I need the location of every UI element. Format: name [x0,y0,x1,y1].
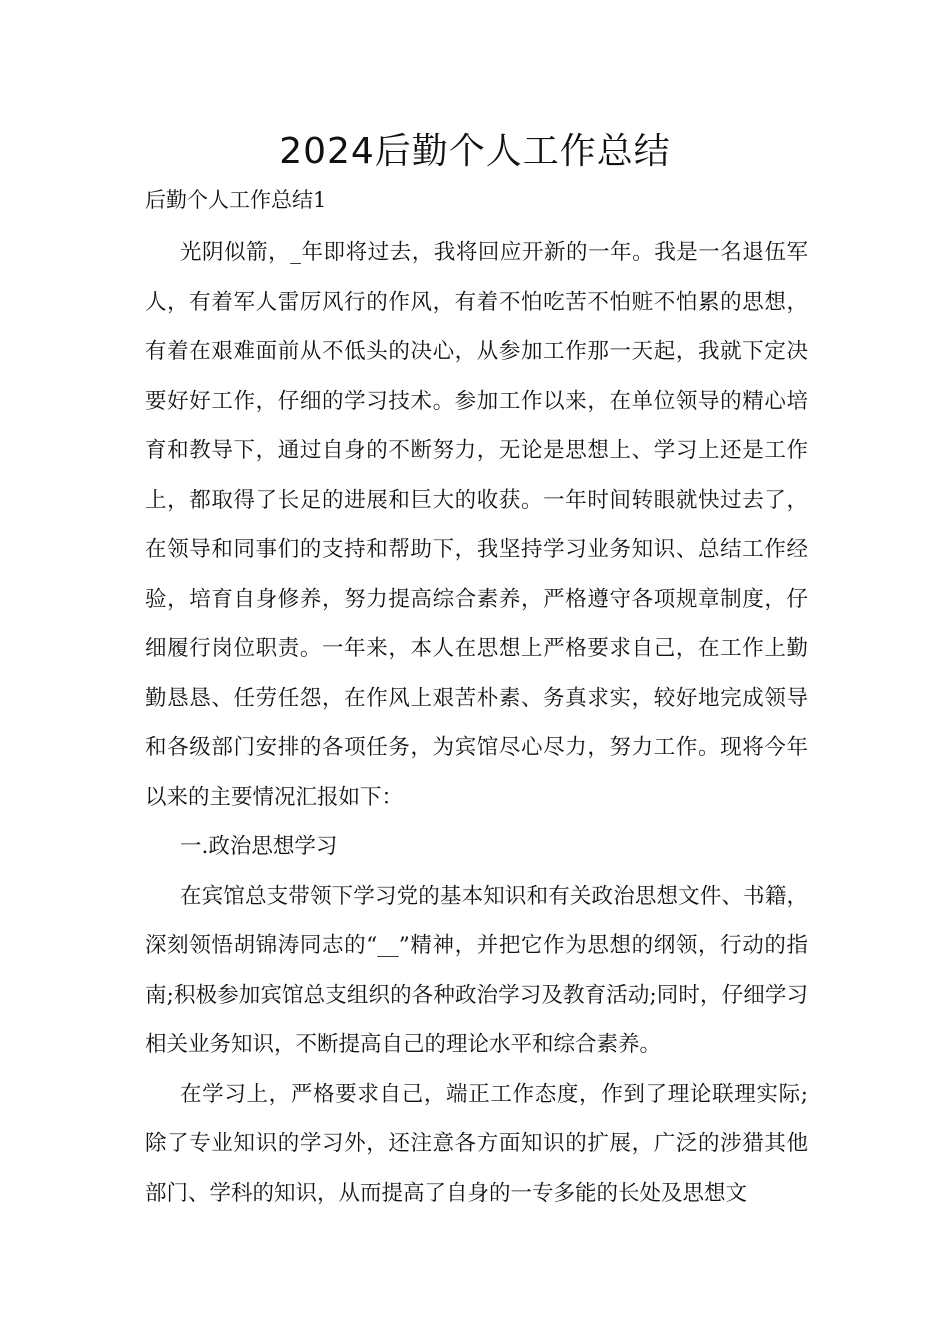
paragraph-intro: 光阴似箭，_年即将过去，我将回应开新的一年。我是一名退伍军人，有着军人雷厉风行的作风，有着不怕吃苦不怕赃不怕累的思想，有着在艰难面前从不低头的决心，从参加工作那一天起，我就下定决要好好工作，仔细的学习技术。参加工作以来，在单位领导的精心培育和教导下，通过自身的不断努力，无论是思想上、学习上还是工作上，都取得了长足的进展和巨大的收获。一年时间转眼就快过去了，在领导和同事们的支持和帮助下，我坚持学习业务知识、总结工作经验，培育自身修养，努力提高综合素养，严格遵守各项规章制度，仔细履行岗位职责。一年来，本人在思想上严格要求自己，在工作上勤勤恳恳、任劳任怨，在作风上艰苦朴素、务真求实，较好地完成领导和各级部门安排的各项任务，为宾馆尽心尽力，努力工作。现将今年以来的主要情况汇报如下： [145,240,808,810]
section-heading-political: 一.政治思想学习 [180,834,338,859]
paragraph-political-study: 在宾馆总支带领下学习党的基本知识和有关政治思想文件、书籍，深刻领悟胡锦涛同志的“__”精神，并把它作为思想的纲领，行动的指南;积极参加宾馆总支组织的各种政治学习及教育活动;同时，仔细学习相关业务知识，不断提高自己的理论水平和综合素养。 [145,883,808,1057]
document-title: 2024后勤个人工作总结 [279,131,671,172]
document-body [145,228,808,1218]
paragraph-learning: 在学习上，严格要求自己，端正工作态度，作到了理论联理实际;除了专业知识的学习外，还注意各方面知识的扩展，广泛的涉猎其他部门、学科的知识，从而提高了自身的一专多能的长处及思想文 [145,1081,808,1206]
section-subtitle: 后勤个人工作总结1 [145,188,327,212]
